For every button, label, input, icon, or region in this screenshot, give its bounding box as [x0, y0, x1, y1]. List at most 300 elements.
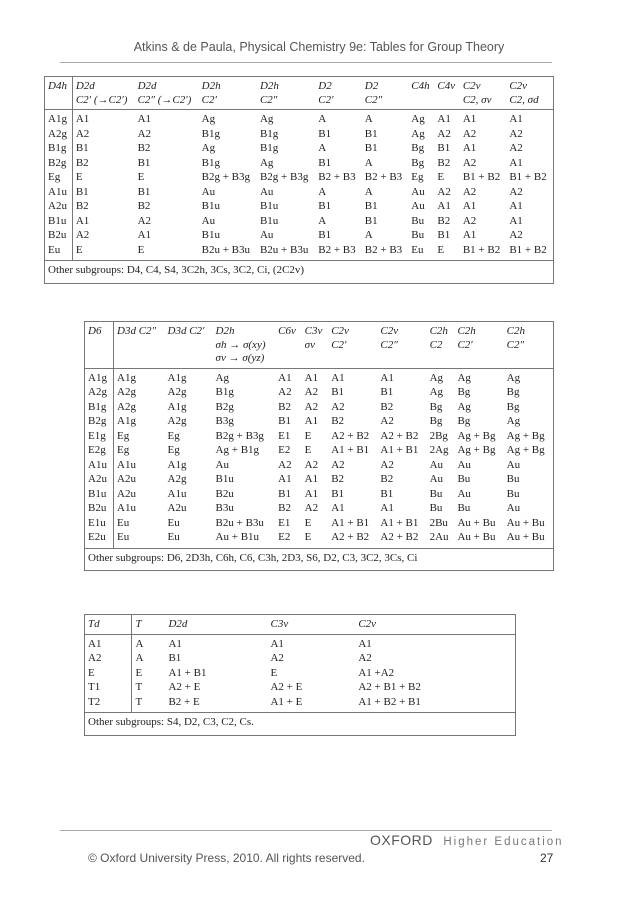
table-cell: A2	[75, 229, 90, 241]
table-cell: A2	[278, 458, 292, 471]
table-cell: B2u + B3u	[215, 516, 264, 529]
table-cell: B1	[364, 127, 378, 140]
table-cell: B2g	[215, 400, 234, 413]
column-header	[85, 338, 114, 352]
table-row	[45, 127, 554, 142]
table-cell: A2g	[45, 127, 73, 142]
table-cell: B1g	[259, 127, 279, 140]
table-d6h-correlation	[84, 321, 554, 571]
table-cell: Ag	[215, 371, 229, 384]
subgroups-note: Other subgroups: D4, C4, S4, 3C2h, 3Cs, 3C2, Ci, (2C2v)	[45, 261, 554, 284]
column-header	[302, 351, 329, 368]
table-cell: A1	[331, 371, 345, 384]
table-cell: 2Ag	[429, 444, 449, 456]
table-cell: A	[318, 142, 327, 154]
table-cell: T2	[85, 695, 132, 713]
column-header	[114, 338, 165, 352]
table-cell: B1g	[215, 386, 234, 398]
table-cell: B1 + B2	[506, 243, 553, 261]
table-cell: Eg	[167, 429, 180, 442]
table-cell: Ag + Bg	[457, 444, 496, 456]
table-cell: Bu	[429, 502, 443, 514]
table-cell: B1	[137, 156, 151, 169]
table-cell: A1 + B1	[331, 444, 370, 456]
table-cell: Eu	[117, 516, 130, 529]
table-cell: B2 + B3	[364, 171, 403, 183]
table-cell: Au	[215, 458, 229, 471]
table-cell: B1 + B2	[462, 171, 501, 183]
table-cell: B2	[75, 200, 89, 212]
page-number: 27	[540, 851, 554, 865]
table-cell: B1u	[85, 487, 114, 502]
table-cell: E	[137, 243, 145, 256]
table-cell: A1 + B1	[380, 516, 419, 529]
table-cell: A1g	[167, 458, 187, 471]
column-header: σv → σ(yz)	[213, 351, 276, 368]
table-cell: A	[318, 185, 327, 198]
table-cell: Ag + Bg	[504, 429, 554, 444]
table-cell: Eg	[411, 171, 424, 183]
column-header: Td	[85, 615, 132, 635]
table-cell: B2g	[45, 156, 73, 171]
table-cell: B2g + B3g	[259, 171, 309, 183]
table-row	[85, 487, 554, 502]
table-cell: A2	[506, 185, 553, 200]
column-header: C2, σv	[460, 93, 507, 110]
table-cell: Ag + Bg	[504, 444, 554, 459]
column-header: C2″	[380, 338, 398, 351]
table-cell: A2	[380, 415, 394, 427]
table-cell: A1	[506, 200, 553, 215]
table-cell: A2 + B2	[331, 429, 370, 442]
table-row	[45, 214, 554, 229]
footer-rule	[60, 830, 552, 831]
column-header: σh → σ(xy)	[215, 338, 266, 351]
column-header: D6	[85, 322, 114, 338]
table-td-correlation	[84, 614, 516, 736]
table-cell: Ag	[504, 368, 554, 386]
table-cell: A2u	[117, 473, 136, 485]
table-cell: B2g + B3g	[215, 429, 264, 442]
table-cell: E2	[278, 444, 291, 456]
table-cell: A1g	[117, 371, 136, 384]
header-row	[85, 351, 554, 368]
table-cell: Eg	[117, 444, 130, 456]
table-cell: Au + Bu	[504, 516, 554, 531]
table-cell: A1	[137, 113, 152, 125]
table-cell: Bg	[429, 415, 443, 427]
column-header: C3v	[267, 615, 355, 635]
table-cell: A1	[75, 214, 90, 227]
column-header	[427, 351, 455, 368]
table-cell: Bg	[457, 415, 471, 427]
table-cell: A1	[168, 637, 182, 650]
column-header	[85, 351, 114, 368]
table-d4h-correlation	[44, 76, 554, 284]
table-cell: B2u	[85, 502, 114, 517]
subgroups-note-row	[45, 261, 554, 284]
table-cell: B2u + B3u	[259, 243, 309, 256]
table-cell: B1 + B2	[462, 243, 501, 256]
table-row	[85, 429, 554, 444]
column-header: C2″ (→C2′)	[135, 93, 199, 110]
table-cell: B2	[380, 473, 394, 485]
table-cell: Au	[457, 487, 471, 500]
column-header: C2′	[199, 93, 257, 110]
table-cell: B1	[137, 185, 151, 198]
table-row	[85, 386, 554, 401]
table-cell: E	[304, 531, 312, 543]
table-row	[85, 444, 554, 459]
column-header: D3d C2′	[165, 322, 213, 338]
table-cell: B2	[331, 473, 345, 485]
table-cell: A1	[462, 113, 477, 125]
table-row	[85, 531, 554, 549]
page-header: Atkins & de Paula, Physical Chemistry 9e: Tables for Group Theory	[133, 40, 505, 54]
table-row	[45, 243, 554, 261]
table-cell: A2 + B1 + B2	[355, 681, 515, 696]
table-cell: A1	[304, 473, 319, 485]
table-cell: B2	[75, 156, 89, 169]
table-row	[45, 185, 554, 200]
column-header: C2h	[427, 322, 455, 338]
column-header: D2	[315, 77, 362, 93]
table-cell: E	[304, 429, 312, 442]
table-row	[85, 634, 516, 652]
table-cell: Au + Bu	[504, 531, 554, 549]
table-cell: B2	[278, 502, 291, 514]
table-cell: B1	[437, 229, 451, 241]
table-cell: A2	[437, 185, 451, 198]
table-cell: A1 + B2 + B1	[355, 695, 515, 713]
table-cell: A1	[304, 415, 319, 427]
table-cell: E	[135, 666, 143, 679]
table-cell: A1u	[85, 458, 114, 473]
table-cell: Ag	[411, 127, 425, 140]
table-cell: Eu	[117, 531, 130, 543]
table-cell: A1	[355, 634, 515, 652]
table-cell: B2	[380, 400, 394, 413]
column-header	[328, 351, 377, 368]
table-cell: T	[135, 695, 143, 708]
table-cell: A1	[278, 371, 292, 384]
column-header: C2v	[377, 322, 426, 338]
table-cell: 2Bu	[429, 516, 448, 529]
table-cell: Au	[411, 185, 425, 198]
table-cell: A2g	[117, 400, 136, 413]
column-header: C2′	[315, 93, 362, 110]
table-cell: A2	[85, 652, 132, 667]
table-cell: Bg	[457, 386, 471, 398]
table-cell: E	[75, 171, 83, 183]
table-cell: Eg	[117, 429, 130, 442]
table-cell: A1	[380, 502, 394, 514]
table-cell: B1	[318, 200, 332, 212]
table-cell: Au	[201, 214, 216, 227]
column-header: D2h	[199, 77, 257, 93]
table-cell: A2	[355, 652, 515, 667]
table-cell: A2u	[167, 502, 187, 514]
header-row	[45, 77, 554, 93]
column-header: σv	[304, 338, 315, 351]
table-cell: A2 + E	[270, 681, 303, 693]
table-cell: A1	[506, 110, 553, 128]
column-header: C2v	[328, 322, 377, 338]
table-cell: A2u	[117, 487, 136, 500]
table-cell: B1u	[215, 473, 234, 485]
table-cell: E	[270, 666, 278, 679]
column-header: C2″	[362, 93, 409, 110]
table-cell: 2Bg	[429, 429, 448, 442]
table-cell: B2g	[85, 415, 114, 430]
table-cell: Bg	[504, 400, 554, 415]
table-cell: B1	[364, 214, 378, 227]
column-header: D2	[362, 77, 409, 93]
column-header: C2′ (→C2′)	[72, 93, 134, 110]
table-cell: B1	[75, 185, 89, 198]
column-header: C6v	[275, 322, 302, 338]
table-cell: B1	[364, 142, 378, 154]
table-cell: A1 + B1	[380, 444, 419, 456]
table-row	[85, 368, 554, 386]
table-cell: B1	[318, 127, 332, 140]
table-row	[45, 110, 554, 128]
column-header: C2′	[331, 338, 347, 351]
table-cell: Bu	[411, 214, 425, 227]
table-cell: Au + Bu	[457, 531, 496, 543]
table-cell: B1u	[201, 229, 220, 241]
table-cell: A1	[304, 487, 319, 500]
table-cell: B2g + B3g	[201, 171, 251, 183]
table-cell: B2	[331, 415, 345, 427]
table-cell: Ag	[201, 142, 216, 154]
table-cell: Au	[429, 458, 444, 471]
column-header	[434, 93, 459, 110]
table-cell: Eu	[167, 516, 180, 529]
table-cell: A2	[506, 127, 553, 142]
header-rule	[60, 62, 552, 63]
table-cell: A2u	[85, 473, 114, 488]
table-cell: B1u	[259, 214, 279, 227]
table-cell: A1	[506, 156, 553, 171]
table-cell: A2	[137, 127, 152, 140]
table-cell: B1	[168, 652, 182, 664]
table-cell: Ag + B1g	[215, 444, 260, 456]
column-header: C2	[429, 338, 443, 351]
column-header	[165, 351, 213, 368]
table-cell: B1	[331, 487, 345, 500]
table-cell: Ag	[259, 113, 274, 125]
table-row	[85, 666, 516, 681]
header-row	[85, 322, 554, 338]
table-cell: A2	[462, 214, 477, 227]
table-cell: Ag	[457, 371, 471, 384]
table-cell: A1	[278, 473, 292, 485]
table-cell: A2	[462, 127, 477, 140]
table-cell: A2 + B2	[380, 429, 419, 442]
table-cell: B1u	[259, 200, 279, 212]
table-cell: A1	[75, 113, 90, 125]
column-header	[408, 93, 434, 110]
table-row	[85, 681, 516, 696]
table-cell: Eu	[411, 243, 424, 256]
table-cell: A	[364, 229, 373, 241]
table-row	[85, 502, 554, 517]
table-cell: A1	[270, 637, 284, 650]
table-row	[85, 652, 516, 667]
table-cell: A1 + B1	[168, 666, 207, 679]
table-cell: A1	[462, 142, 477, 154]
header-row	[85, 615, 516, 635]
table-cell: A2g	[167, 473, 187, 485]
table-cell: A1	[85, 634, 132, 652]
table-cell: E	[437, 243, 445, 256]
column-header	[377, 351, 426, 368]
table-cell: A1	[437, 200, 451, 212]
table-cell: B1	[318, 156, 332, 169]
table-row	[85, 458, 554, 473]
table-cell: A1u	[117, 458, 136, 471]
table-cell: E2g	[85, 444, 114, 459]
column-header: C2, σd	[506, 93, 553, 110]
table-cell: B1	[75, 142, 89, 154]
column-header	[454, 351, 503, 368]
subgroups-note-row	[85, 548, 554, 571]
table-cell: Ag	[429, 371, 444, 384]
table-cell: A1g	[167, 371, 187, 384]
table-cell: B1u	[45, 214, 73, 229]
table-cell: Bg	[411, 142, 425, 154]
table-cell: A	[318, 113, 327, 125]
table-cell: Eg	[45, 171, 73, 186]
table-cell: B2	[137, 200, 151, 212]
table-cell: Ag	[201, 113, 216, 125]
table-cell: Eu	[167, 531, 180, 543]
table-cell: Au	[259, 229, 274, 241]
table-cell: Ag	[429, 386, 444, 398]
table-cell: A2	[75, 127, 90, 140]
table-cell: Bu	[504, 473, 554, 488]
table-cell: B2u	[45, 229, 73, 244]
column-header: C2″	[504, 338, 554, 352]
column-header: C2h	[504, 322, 554, 338]
subgroups-note: Other subgroups: S4, D2, C3, C2, Cs.	[85, 713, 516, 736]
table-cell: Bu	[457, 473, 471, 485]
table-cell: A2 + B2	[331, 531, 370, 543]
table-row	[85, 516, 554, 531]
table-cell: A1	[331, 502, 345, 514]
table-row	[45, 200, 554, 215]
table-cell: Ag + Bg	[457, 429, 496, 442]
publisher-logo	[370, 832, 564, 850]
table-cell: A2	[331, 458, 345, 471]
table-cell: B2u + B3u	[201, 243, 251, 256]
column-header: D4h	[45, 77, 73, 93]
table-cell: A2	[462, 185, 477, 198]
column-header: C2v	[355, 615, 515, 635]
table-cell: A2	[304, 386, 319, 398]
table-cell: T	[135, 681, 143, 693]
table-row	[85, 473, 554, 488]
table-cell: E	[75, 243, 83, 256]
table-cell: A2	[304, 458, 319, 471]
subgroups-note: Other subgroups: D6, 2D3h, C6h, C6, C3h, 2D3, S6, D2, C3, 3C2, 3Cs, Ci	[85, 548, 554, 571]
table-cell: B2	[437, 214, 451, 227]
column-header: D2h	[213, 322, 276, 338]
header-row	[85, 338, 554, 352]
brand-subtitle: Higher Education	[443, 836, 564, 848]
table-cell: Bg	[411, 156, 425, 169]
table-cell: Eu	[45, 243, 73, 261]
table-cell: E1	[278, 429, 291, 442]
table-cell: Bu	[411, 229, 425, 241]
table-row	[85, 695, 516, 713]
column-header	[275, 338, 302, 352]
table-cell: A1g	[117, 415, 136, 427]
table-cell: Bu	[504, 487, 554, 502]
table-cell: B1	[364, 200, 378, 212]
table-cell: A1g	[167, 400, 187, 413]
table-cell: A1u	[45, 185, 73, 200]
table-cell: B1g	[201, 127, 220, 140]
table-cell: Bu	[429, 487, 443, 500]
table-cell: B1	[380, 386, 394, 398]
table-cell: Ag	[259, 156, 274, 169]
table-row	[45, 142, 554, 157]
table-cell: Au	[201, 185, 216, 198]
table-cell: B2u	[215, 487, 234, 500]
table-cell: Eg	[167, 444, 180, 456]
table-cell: A1	[437, 113, 451, 125]
table-cell: A1 + E	[270, 695, 303, 708]
table-cell: B2 + B3	[364, 243, 403, 256]
column-header: D3d C2″	[114, 322, 165, 338]
table-cell: B1g	[259, 142, 279, 154]
column-header: C4h	[408, 77, 434, 93]
column-header: C2′	[457, 338, 473, 351]
column-header	[165, 338, 213, 352]
table-cell: A	[135, 652, 144, 664]
table-cell: B3u	[215, 502, 234, 514]
subgroups-note-row	[85, 713, 516, 736]
table-cell: A1	[462, 229, 477, 241]
column-header: C2h	[454, 322, 503, 338]
table-cell: B1	[318, 229, 332, 241]
header-row	[45, 93, 554, 110]
table-cell: E	[304, 516, 312, 529]
table-cell: Au	[504, 458, 554, 473]
table-cell: Au	[411, 200, 425, 212]
table-cell: A2	[304, 502, 319, 514]
column-header: D2d	[135, 77, 199, 93]
table-row	[85, 415, 554, 430]
table-cell: B1	[437, 142, 451, 154]
table-cell: A2	[506, 229, 553, 244]
table-row	[45, 156, 554, 171]
table-cell: A2 + B2	[380, 531, 419, 543]
table-cell: A	[364, 156, 373, 169]
table-cell: Ag	[457, 400, 471, 413]
table-cell: Au	[259, 185, 274, 198]
table-cell: A2	[137, 214, 152, 227]
column-header: C3v	[302, 322, 329, 338]
table-cell: A	[364, 185, 373, 198]
table-cell: E2u	[85, 531, 114, 549]
column-header	[114, 351, 165, 368]
table-cell: Ag	[504, 415, 554, 430]
table-cell: A1	[304, 371, 319, 384]
table-cell: A2	[462, 156, 477, 169]
